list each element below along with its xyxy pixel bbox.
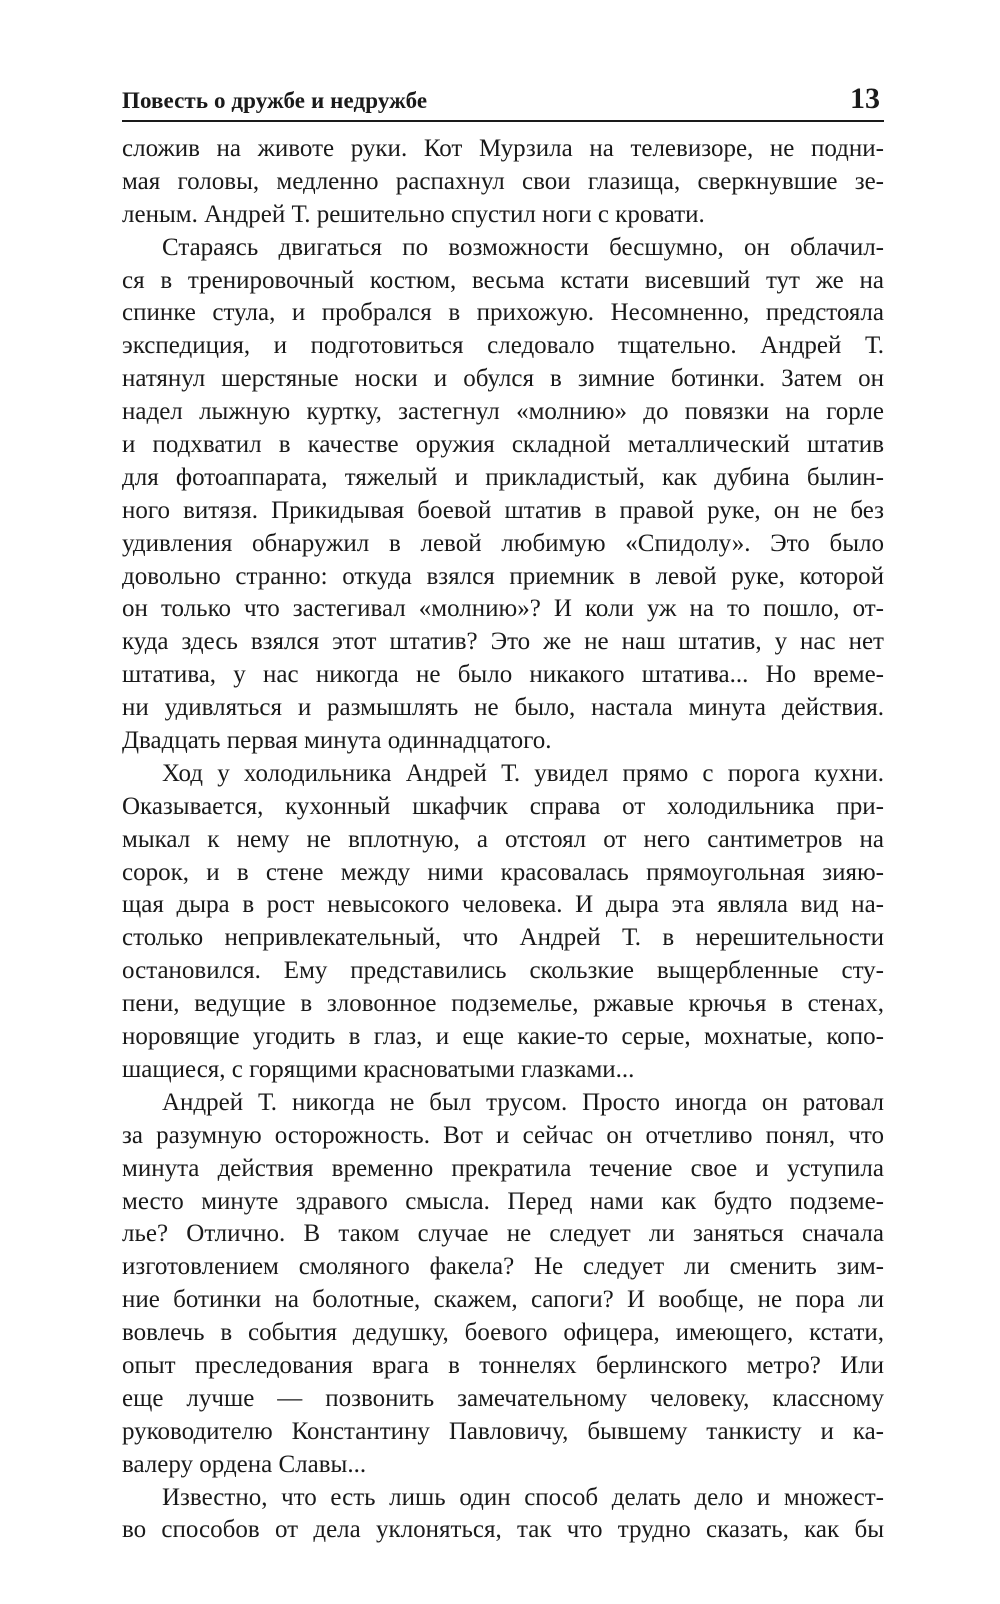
text-line: минута действия временно прекратила течение свое и уступила — [122, 1154, 884, 1182]
text-line: ни удивляться и размышлять не было, настала минута действия. — [122, 694, 884, 722]
text-line: леным. Андрей Т. решительно спустил ноги с кровати. — [122, 200, 705, 228]
text-line: Двадцать первая минута одиннадцатого. — [122, 727, 552, 755]
text-line: изготовлением смоляного факела? Не следует ли сменить зим- — [122, 1253, 884, 1281]
text-line: место минуте здравого смысла. Перед нами как будто подземе- — [122, 1187, 884, 1215]
text-line: за разумную осторожность. Вот и сейчас он отчетливо понял, что — [122, 1121, 884, 1149]
text-line: экспедиция, и подготовиться следовало тщательно. Андрей Т. — [122, 332, 884, 360]
running-title: Повесть о дружбе и недружбе — [122, 88, 428, 113]
text-line: руководителю Константину Павловичу, бывшему танкисту и ка- — [122, 1417, 884, 1445]
page-number: 13 — [850, 82, 880, 115]
text-line: шащиеся, с горящими красноватыми глазками... — [122, 1055, 635, 1083]
text-line: сорок, и в стене между ними красовалась прямоугольная зияю- — [122, 858, 884, 886]
text-line: спинке стула, и пробрался в прихожую. Несомненно, предстояла — [122, 299, 884, 327]
text-line: остановился. Ему представились скользкие выщербленные сту- — [122, 957, 884, 985]
text-line: Стараясь двигаться по возможности бесшумно, он облачил- — [162, 233, 884, 261]
text-line: мыкал к нему не вплотную, а отстоял от него сантиметров на — [122, 825, 884, 853]
text-line: он только что застегивал «молнию»? И коли уж на то пошло, от- — [122, 595, 884, 623]
text-line: столько непривлекательный, что Андрей Т. в нерешительности — [122, 924, 884, 952]
text-line: сложив на животе руки. Кот Мурзила на телевизоре, не подни- — [122, 135, 884, 162]
text-line: для фотоаппарата, тяжелый и прикладистый, как дубина былин- — [122, 463, 884, 491]
text-line: лье? Отлично. В таком случае не следует ли заняться сначала — [122, 1220, 884, 1248]
text-line: щая дыра в рост невысокого человека. И дыра эта являла вид на- — [122, 891, 884, 919]
text-line: Оказывается, кухонный шкафчик справа от холодильника при- — [122, 792, 884, 820]
text-line: ного витязя. Прикидывая боевой штатив в правой руке, он не без — [122, 496, 884, 524]
body-text — [122, 133, 884, 1547]
text-line: ние ботинки на болотные, скажем, сапоги? И вообще, не пора ли — [122, 1286, 884, 1314]
text-line: Андрей Т. никогда не был трусом. Просто иногда он ратовал — [162, 1088, 884, 1116]
text-line: натянул шерстяные носки и обулся в зимние ботинки. Затем он — [122, 365, 884, 393]
text-line: надел лыжную куртку, застегнул «молнию» до повязки на горле — [122, 398, 884, 426]
text-line: ся в тренировочный костюм, весьма кстати висевший тут же на — [122, 266, 884, 294]
text-line: и подхватил в качестве оружия складной металлический штатив — [122, 431, 884, 459]
running-header — [122, 78, 884, 122]
text-line: куда здесь взялся этот штатив? Это же не наш штатив, у нас нет — [122, 628, 884, 656]
text-line: Ход у холодильника Андрей Т. увидел прямо с порога кухни. — [162, 759, 884, 787]
text-line: опыт преследования врага в тоннелях берлинского метро? Или — [122, 1351, 884, 1379]
text-line: вовлечь в события дедушку, боевого офицера, имеющего, кстати, — [122, 1319, 884, 1347]
text-line: довольно странно: откуда взялся приемник в левой руке, которой — [122, 562, 884, 590]
text-line: Известно, что есть лишь один способ делать дело и множест- — [162, 1483, 884, 1511]
text-line: еще лучше — позвонить замечательному человеку, классному — [122, 1384, 884, 1412]
text-line: валеру ордена Славы... — [122, 1450, 367, 1478]
text-line: штатива, у нас никогда не было никакого штатива... Но време- — [122, 661, 884, 689]
text-line: норовящие угодить в глаз, и еще какие-то серые, мохнатые, копо- — [122, 1023, 884, 1051]
text-line: мая головы, медленно распахнул свои глазища, сверкнувшие зе- — [122, 167, 884, 195]
text-line: во способов от дела уклоняться, так что трудно сказать, как бы — [122, 1516, 884, 1544]
text-line: пени, ведущие в зловонное подземелье, ржавые крючья в стенах, — [122, 990, 884, 1018]
text-line: удивления обнаружил в левой любимую «Спидолу». Это было — [122, 529, 884, 557]
